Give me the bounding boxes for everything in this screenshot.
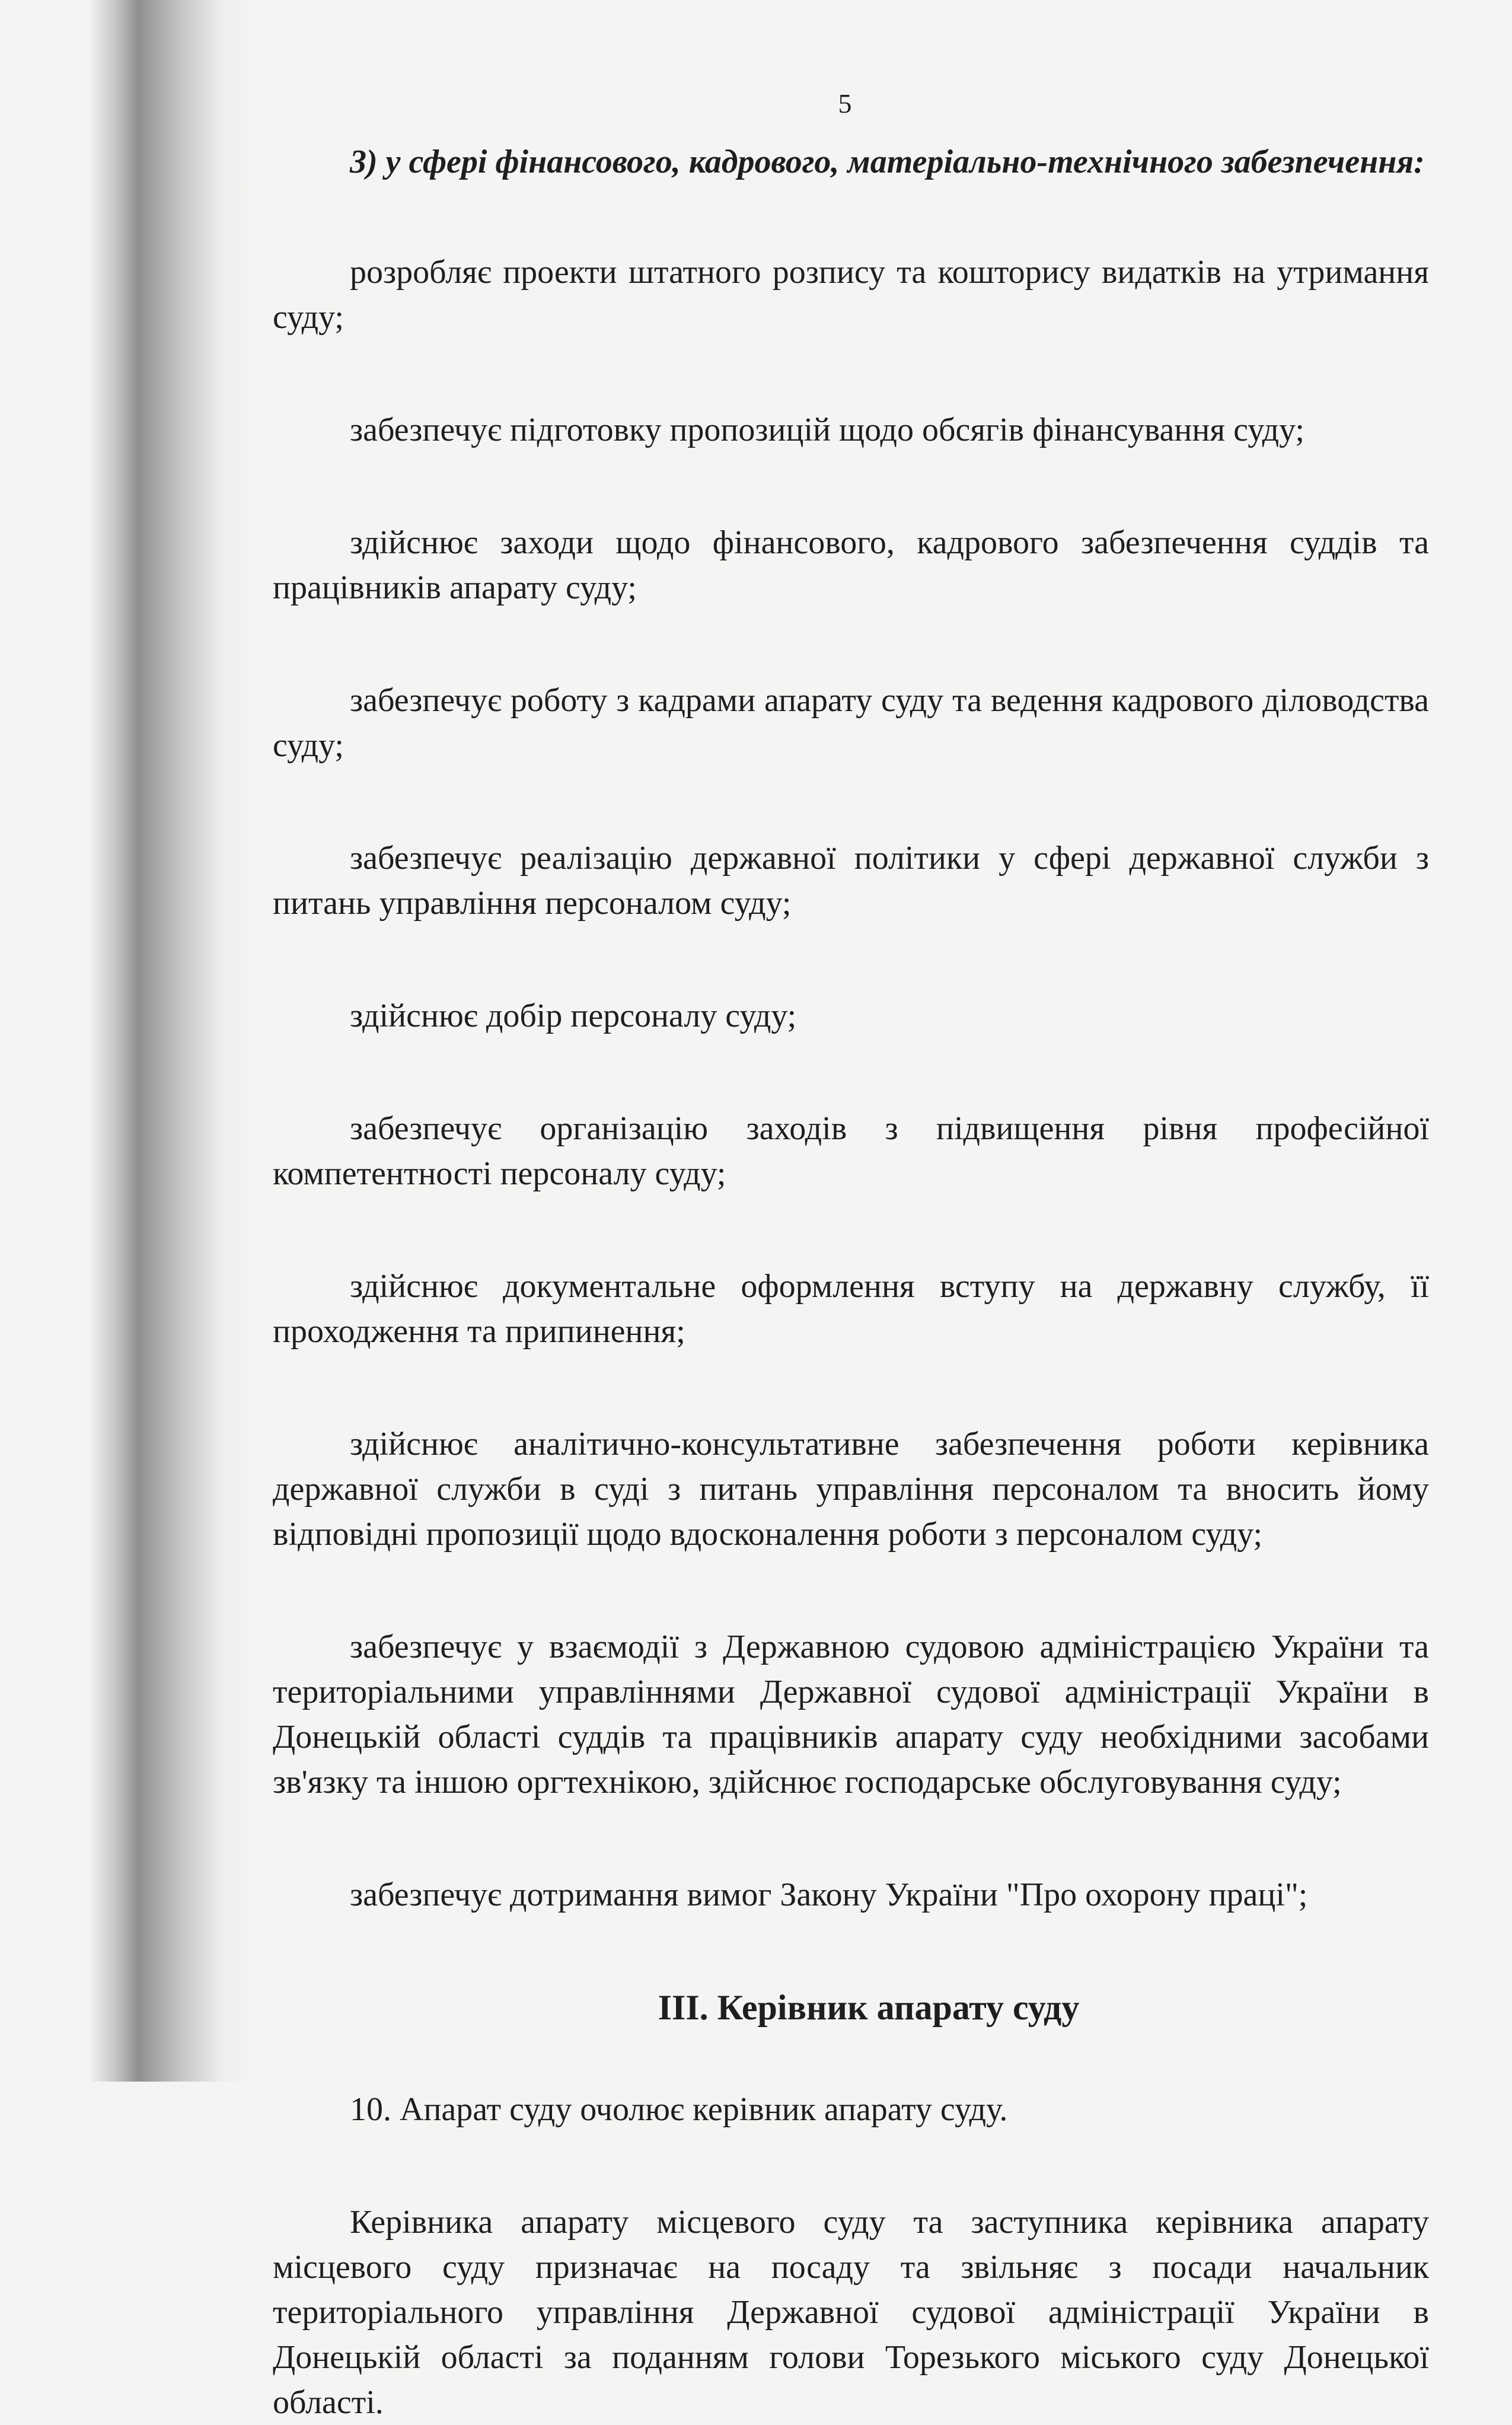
duty-paragraph: здійснює аналітично-консультативне забезпечення роботи керівника державної служби в суді з питань управління персоналом та вносить йому відповідні пропозиції щодо вдосконалення роботи з персоналом суду;	[273, 1426, 1429, 1553]
duty-paragraph: здійснює заходи щодо фінансового, кадрового забезпечення суддів та працівників апарату суду;	[273, 524, 1429, 606]
duty-paragraph: забезпечує організацію заходів з підвищення рівня професійної компетентності персоналу суду;	[273, 1110, 1429, 1192]
scan-binding-shadow	[89, 0, 255, 2082]
duty-paragraph: розробляє проекти штатного розпису та кошторису видатків на утримання суду;	[273, 254, 1429, 336]
duty-paragraph: забезпечує реалізацію державної політики у сфері державної служби з питань управління персоналом суду;	[273, 840, 1429, 922]
subsection-heading: 3) у сфері фінансового, кадрового, матеріально-технічного забезпечення:	[350, 144, 1425, 180]
document-body	[273, 139, 1429, 2425]
section-title: ІІІ. Керівник апарату суду	[658, 1988, 1080, 2027]
duty-paragraph: забезпечує роботу з кадрами апарату суду та ведення кадрового діловодства суду;	[273, 682, 1429, 764]
section-paragraph: 10. Апарат суду очолює керівник апарату суду.	[350, 2091, 1008, 2128]
duty-paragraph: забезпечує у взаємодії з Державною судовою адміністрацією України та територіальними управліннями Державної судової адміністрації України в Донецькій області суддів та працівників апарату суду необхідними засобами зв'язку та іншою оргтехнікою, здійснює господарське обслуговування суду;	[273, 1629, 1429, 1801]
duty-paragraph: забезпечує підготовку пропозицій щодо обсягів фінансування суду;	[350, 412, 1304, 448]
duty-paragraph: здійснює добір персоналу суду;	[350, 998, 797, 1034]
page-number: 5	[838, 88, 852, 119]
duty-paragraph: забезпечує дотримання вимог Закону України "Про охорону праці";	[350, 1876, 1308, 1913]
section-paragraph: Керівника апарату місцевого суду та заступника керівника апарату місцевого суду призначає на посаду та звільняє з посади начальник територіального управління Державної судової адміністрації України в Донецькій області за поданням голови Торезького міського суду Донецької області.	[273, 2204, 1429, 2421]
duty-paragraph: здійснює документальне оформлення вступу на державну службу, її проходження та припинення;	[273, 1268, 1429, 1350]
